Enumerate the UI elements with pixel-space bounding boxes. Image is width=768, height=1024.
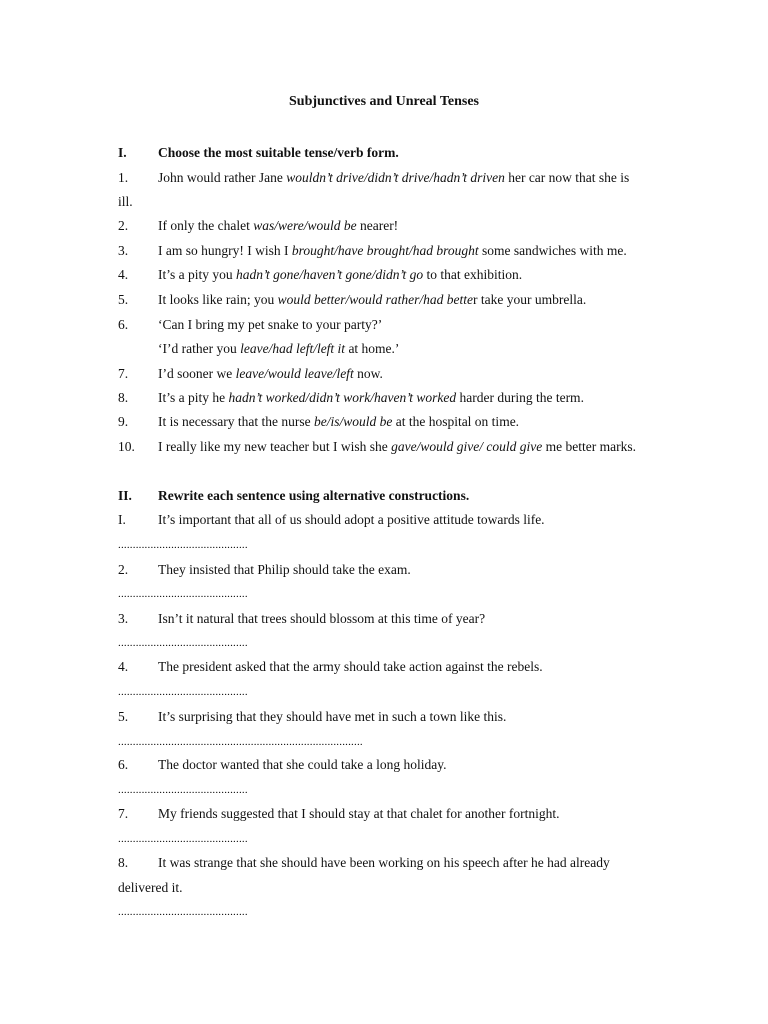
item-number: 9. <box>118 414 129 429</box>
item-number: 5. <box>118 709 129 724</box>
item-number: 7. <box>118 366 129 381</box>
item-number: 4. <box>118 267 129 282</box>
answer-line[interactable]: ............................................ <box>118 637 248 649</box>
item-text: It’s important that all of us should adopt a positive attitude towards life. <box>158 512 545 527</box>
item-number: 6. <box>118 317 129 332</box>
item-options: was/were/would be <box>253 218 357 233</box>
item-number: 10. <box>118 439 135 454</box>
item-text: My friends suggested that I should stay at that chalet for another fortnight. <box>158 806 560 821</box>
item-continuation: ill. <box>118 194 133 209</box>
item-text: It’s surprising that they should have met in such a town like this. <box>158 709 507 724</box>
item-number: 3. <box>118 611 129 626</box>
item-text: If only the chalet was/were/would be nearer! <box>158 218 399 233</box>
item-options: hadn’t worked/didn’t work/haven’t worked <box>228 390 457 405</box>
item-number: 4. <box>118 659 129 674</box>
answer-line[interactable]: ............................................ <box>118 833 248 845</box>
item-number: 1. <box>118 170 129 185</box>
answer-line[interactable]: ............................................ <box>118 588 248 600</box>
item-text: The doctor wanted that she could take a long holiday. <box>158 757 447 772</box>
answer-line[interactable]: ............................................ <box>118 906 248 918</box>
item-number: 2. <box>118 562 129 577</box>
item-text: I’d sooner we leave/would leave/left now. <box>158 366 383 381</box>
answer-line[interactable]: ............................................ <box>118 686 248 698</box>
item-options: wouldn’t drive/didn’t drive/hadn’t driven <box>286 170 505 185</box>
section-2-number: II. <box>118 488 132 503</box>
item-options: gave/would give/ could give <box>391 439 543 454</box>
item-options: leave/would leave/left <box>235 366 354 381</box>
answer-line[interactable]: ............................................ <box>118 784 248 796</box>
item-options: be/is/would be <box>313 414 393 429</box>
section-2-heading: Rewrite each sentence using alternative constructions. <box>158 488 470 503</box>
item-text: It looks like rain; you would better/would rather/had better take your umbrella. <box>158 292 587 307</box>
item-number: 5. <box>118 292 129 307</box>
item-text: ‘Can I bring my pet snake to your party?’ <box>158 317 383 332</box>
item-number: I. <box>118 512 126 527</box>
item-continuation: delivered it. <box>118 880 183 895</box>
item-text: It’s a pity he hadn’t worked/didn’t work/haven’t worked harder during the term. <box>158 390 584 405</box>
item-number: 2. <box>118 218 129 233</box>
section-1-heading: Choose the most suitable tense/verb form. <box>158 145 399 160</box>
item-text: It is necessary that the nurse be/is/would be at the hospital on time. <box>158 414 520 429</box>
item-number: 6. <box>118 757 129 772</box>
item-number: 8. <box>118 390 129 405</box>
answer-line[interactable]: ............................................ <box>118 539 248 551</box>
item-text: It’s a pity you hadn’t gone/haven’t gone/didn’t go to that exhibition. <box>158 267 523 282</box>
item-options: leave/had left/left it <box>240 341 346 356</box>
section-1-number: I. <box>118 145 127 160</box>
item-text: I am so hungry! I wish I brought/have brought/had brought some sandwiches with me. <box>158 243 627 258</box>
item-text: The president asked that the army should take action against the rebels. <box>158 659 543 674</box>
item-number: 3. <box>118 243 129 258</box>
item-text: They insisted that Philip should take the exam. <box>158 562 411 577</box>
item-number: 7. <box>118 806 129 821</box>
item-text: Isn’t it natural that trees should blossom at this time of year? <box>158 611 486 626</box>
item-text: It was strange that she should have been working on his speech after he had already <box>158 855 610 870</box>
item-text: ‘I’d rather you leave/had left/left it at home.’ <box>158 341 400 356</box>
page-title: Subjunctives and Unreal Tenses <box>289 94 479 109</box>
item-number: 8. <box>118 855 129 870</box>
answer-line[interactable]: ................................................................................... <box>118 736 363 748</box>
item-options: hadn’t gone/haven’t gone/didn’t go <box>236 267 424 282</box>
item-text: I really like my new teacher but I wish she gave/would give/ could give me better marks. <box>158 439 636 454</box>
item-options: brought/have brought/had brought <box>291 243 479 258</box>
item-options: would better/would rather/had bette <box>277 292 473 307</box>
item-text: John would rather Jane wouldn’t drive/didn’t drive/hadn’t driven her car now that she is <box>158 170 630 185</box>
